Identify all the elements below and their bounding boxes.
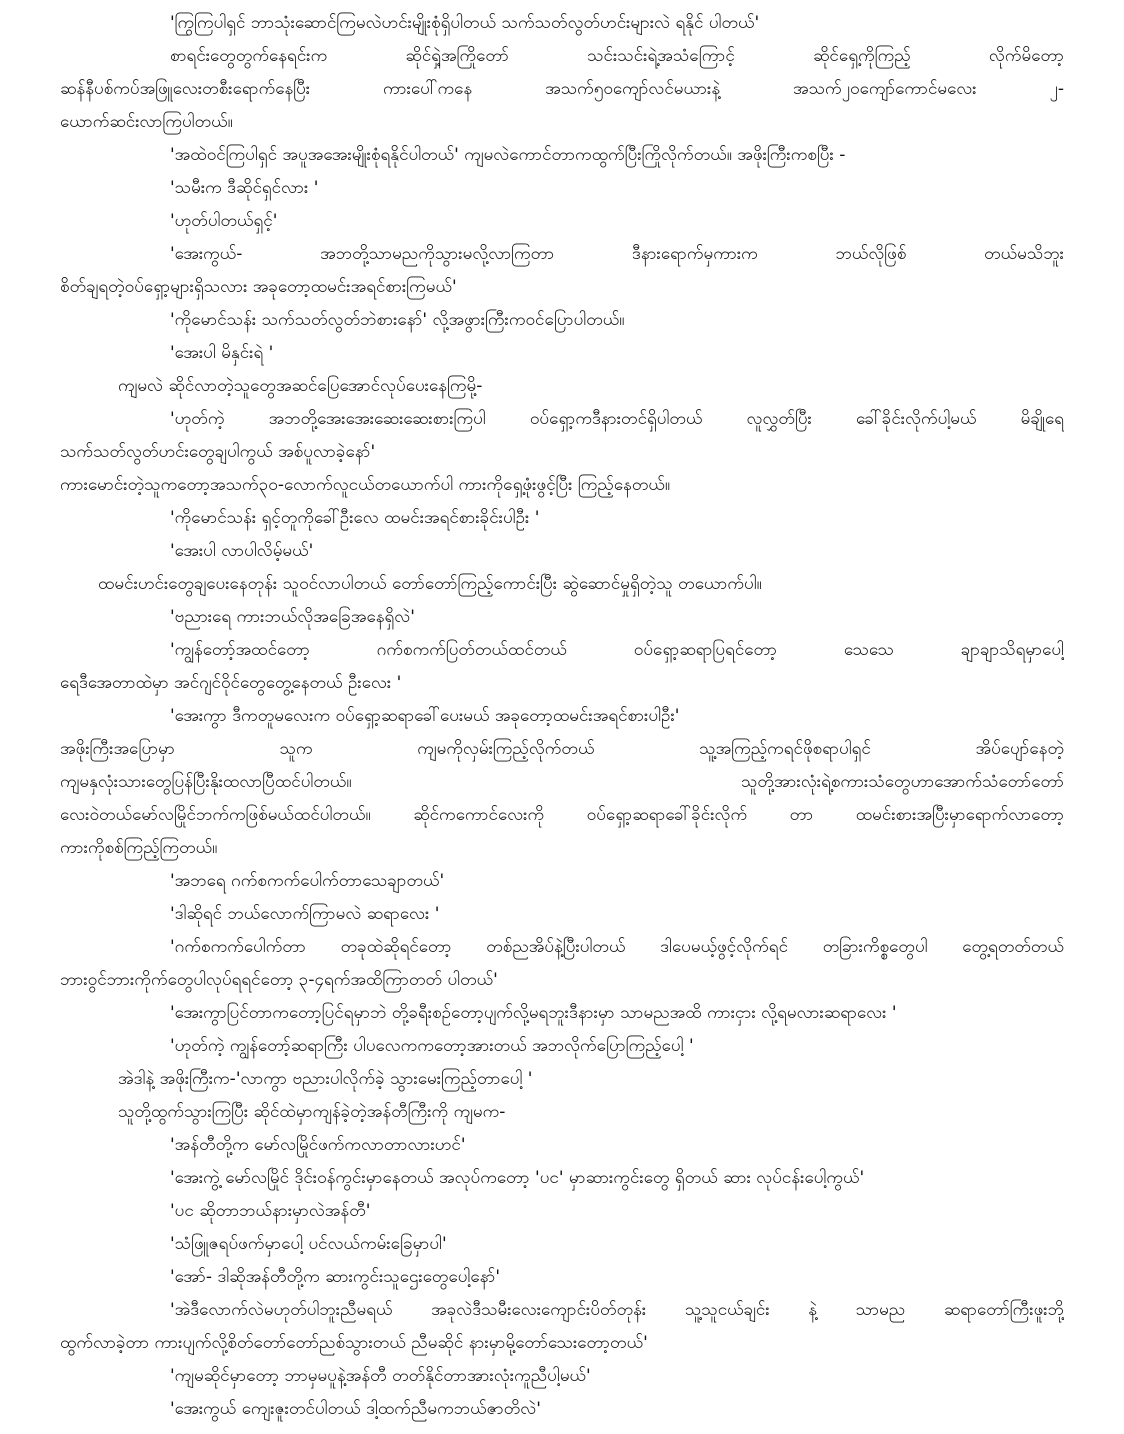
text-line: 'ဟုတ်ကဲ့ အဘတို့အေးအေးဆေးဆေးစားကြပါ ဝပ်ရှော့ကဒီနားတင်ရှိပါတယ် လူလွှတ်ပြီး ခေါ်ခိုင်းလိုက်ပါ့မယ် မိချိုရေ [170, 409, 1064, 429]
text-line: ထွက်လာခဲ့တာ ကားပျက်လို့စိတ်တော်တော်ညစ်သွားတယ် ညီမဆိုင် နားမှာမို့တော်သေးတော့တယ်' [60, 1333, 648, 1353]
text-line: 'ကြွကြပါရှင် ဘာသုံးဆောင်ကြမလဲဟင်းမျိုးစုံရှိပါတယ် သက်သတ်လွတ်ဟင်းများလဲ ရနိုင် ပါတယ်' [170, 13, 760, 33]
text-line: 'ဟုတ်ကဲ့ ကျွန်တော့်ဆရာကြီး ပါပလေကကတော့အားတယ် အဘလိုက်ပြောကြည့်ပေါ့ ' [170, 1036, 694, 1056]
text-line: 'အေးကွယ်- အဘတို့သာမညကိုသွားမလို့လာကြတာ ဒီနားရောက်မှကားက ဘယ်လိုဖြစ် တယ်မသိဘူး [170, 244, 1064, 264]
text-line: လေးဝဲတယ်မော်လမြိုင်ဘက်ကဖြစ်မယ်ထင်ပါတယ်။ ဆိုင်ကကောင်လေးကို ဝပ်ရှော့ဆရာခေါ်ခိုင်းလိုက် တာ ထမင်းစားအပြီးမှာရောက်လာတော့ [60, 805, 1064, 825]
text-line: စိတ်ချရတဲ့ဝပ်ရှော့များရှိသလား အခုတော့ထမင်းအရင်စားကြမယ်' [60, 277, 457, 297]
text-line: 'ကျမဆိုင်မှာတော့ ဘာမှမပူနဲ့အန်တီ တတ်နိုင်တာအားလုံးကူညီပါ့မယ်' [170, 1366, 591, 1386]
text-line: 'ဂက်စကက်ပေါက်တာ တခုထဲဆိုရင်တော့ တစ်ညအိပ်နဲ့ပြီးပါတယ် ဒါပေမယ့်ဖွင့်လိုက်ရင် တခြားကိစ္စတွေပါ တွေ့ရတတ်တယ် [170, 937, 1064, 957]
text-line: ကားမောင်းတဲ့သူကတော့အသက်၃၀-လောက်လူငယ်တယောက်ပါ ကားကိုရှေ့ဖုံးဖွင့်ပြီး ကြည့်နေတယ်။ [60, 475, 671, 495]
text-line: ဆန်နီပစ်ကပ်အဖြူလေးတစီးရောက်နေပြီး ကားပေါ်ကနေ အသက်၅၀ကျော်လင်မယားနဲ့ အသက်၂၀ကျော်ကောင်မလေး ၂- [60, 79, 1064, 99]
text-line: ကားကိုစစ်ကြည့်ကြတယ်။ [60, 838, 218, 858]
text-line: 'အန်တီတို့က မော်လမြိုင်ဖက်ကလာတာလားဟင်' [170, 1135, 466, 1155]
text-line: အဖိုးကြီးအပြောမှာ သူက ကျမကိုလှမ်းကြည့်လိုက်တယ် သူ့အကြည့်ကရင်ဖိုစရာပါရှင် အိပ်ပျော်နေတဲ့ [60, 739, 1064, 759]
text-line: 'အထဲဝင်ကြပါရှင် အပူအအေးမျိုးစုံရနိုင်ပါတယ်' ကျမလဲကောင်တာကထွက်ပြီးကြိုလိုက်တယ်။ အဖိုးကြီးကစပြီး - [170, 145, 846, 165]
text-line: သူတို့ထွက်သွားကြပြီး ဆိုင်ထဲမှာကျန်ခဲ့တဲ့အန်တီကြီးကို ကျမက- [118, 1102, 506, 1122]
text-line: 'ပင ဆိုတာဘယ်နားမှာလဲအန်တီ' [170, 1201, 371, 1221]
text-line: ရေဒီအေတာထဲမှာ အင်ဂျင်ဝိုင်တွေတွေ့နေတယ် ဦးလေး ' [60, 673, 402, 693]
text-line: 'အေးပါ လာပါလိမ့်မယ်' [170, 541, 314, 561]
text-line: ကျမနှလုံးသားတွေပြန်ပြီးနိုးထလာပြီထင်ပါတယ်။ သူတို့အားလုံးရဲ့စကားသံတွေဟာအောက်သံတော်တော် [60, 772, 1064, 792]
text-line: ယောက်ဆင်းလာကြပါတယ်။ [60, 112, 233, 132]
text-line: 'အေးကွာပြင်တာကတော့ပြင်ရမှာဘဲ တို့ခရီးစဉ်တော့ပျက်လို့မရဘူးဒီနားမှာ သာမညအထိ ကားငှား လို့ရမလားဆရာလေး ' [170, 1003, 897, 1023]
text-line: 'ကိုမောင်သန်း သက်သတ်လွတ်ဘဲစားနော်' လို့အဖွားကြီးကဝင်ပြောပါတယ်။ [170, 310, 625, 330]
text-line: 'ကိုမောင်သန်း ရှင့်တူကိုခေါ်ဦးလေ ထမင်းအရင်စားခိုင်းပါဦး ' [170, 508, 540, 528]
text-line: 'ဟုတ်ပါတယ်ရှင့်' [170, 211, 278, 231]
text-line: 'အေးကွယ် ကျေးဇူးတင်ပါတယ် ဒါ့ထက်ညီမကဘယ်ဇာတိလဲ' [170, 1399, 541, 1419]
text-line: 'အော်- ဒါဆိုအန်တီတို့က ဆားကွင်းသူဌေးတွေပေါ့နော်' [170, 1267, 501, 1287]
text-line: သက်သတ်လွတ်ဟင်းတွေချပါကွယ် အစ်ပူလာခဲ့နော်' [60, 442, 376, 462]
text-line: 'ဗညားရေ ကားဘယ်လိုအခြေအနေရှိလဲ' [170, 607, 415, 627]
text-line: 'ဒါဆိုရင် ဘယ်လောက်ကြာမလဲ ဆရာလေး ' [170, 904, 440, 924]
text-line: 'အေးကွဲ့ မော်လမြိုင် ဒိုင်းဝန်ကွင်းမှာနေတယ် အလုပ်ကတော့ 'ပင' မှာဆားကွင်းတွေ ရှိတယ် ဆား လုပ်ငန်းပေါ့ကွယ်' [170, 1168, 865, 1188]
text-line: ကျမလဲ ဆိုင်လာတဲ့သူတွေအဆင်ပြေအောင်လုပ်ပေးနေကြမို့- [118, 376, 483, 396]
text-line: 'အဘရေ ဂက်စကက်ပေါက်တာသေချာတယ်' [170, 871, 445, 891]
text-line: စာရင်းတွေတွက်နေရင်းက ဆိုင်ရှဲ့အကြိုတော် သင်းသင်းရဲ့အသံကြောင့် ဆိုင်ရှေ့ကိုကြည့် လိုက်မိတော့ [170, 46, 1064, 66]
text-line: အဲဒါနဲ့ အဖိုးကြီးက-'လာကွာ ဗညားပါလိုက်ခဲ့ သွားမေးကြည့်တာပေါ့ ' [118, 1069, 533, 1089]
text-line: 'အဲဒီလောက်လဲမဟုတ်ပါဘူးညီမရယ် အခုလဲဒီသမီးလေးကျောင်းပိတ်တုန်း သူ့သူငယ်ချင်း နဲ့ သာမည ဆရာတော်ကြီးဖူးဘို့ [170, 1300, 1064, 1320]
text-line: ထမင်းဟင်းတွေချပေးနေတုန်း သူဝင်လာပါတယ် တော်တော်ကြည့်ကောင်းပြီး ဆွဲဆောင်မှုရှိတဲ့သူ တယောက်ပါ။ [98, 574, 762, 594]
text-line: 'အေးပါ မိနှင်းရဲ ' [170, 343, 274, 363]
text-line: 'ကျွန်တော့်အထင်တော့ ဂက်စကက်ပြတ်တယ်ထင်တယ် ဝပ်ရှော့ဆရာပြရင်တော့ သေသေ ချာချာသိရမှာပေါ့ [170, 640, 1064, 660]
text-line: ဘားဝွင်ဘားကိုက်တွေပါလုပ်ရရင်တော့ ၃-၄ရက်အထိကြာတတ် ပါတယ်' [60, 970, 498, 990]
text-line: 'သမီးက ဒီဆိုင်ရှင်လား ' [170, 178, 319, 198]
text-line: 'အေးကွာ ဒီကတူမလေးက ဝပ်ရှော့ဆရာခေါ်ပေးမယ် အခုတော့ထမင်းအရင်စားပါဦး' [170, 706, 680, 726]
text-line: 'သံဖြူဇရပ်ဖက်မှာပေါ့ ပင်လယ်ကမ်းခြေမှာပါ' [170, 1234, 447, 1254]
